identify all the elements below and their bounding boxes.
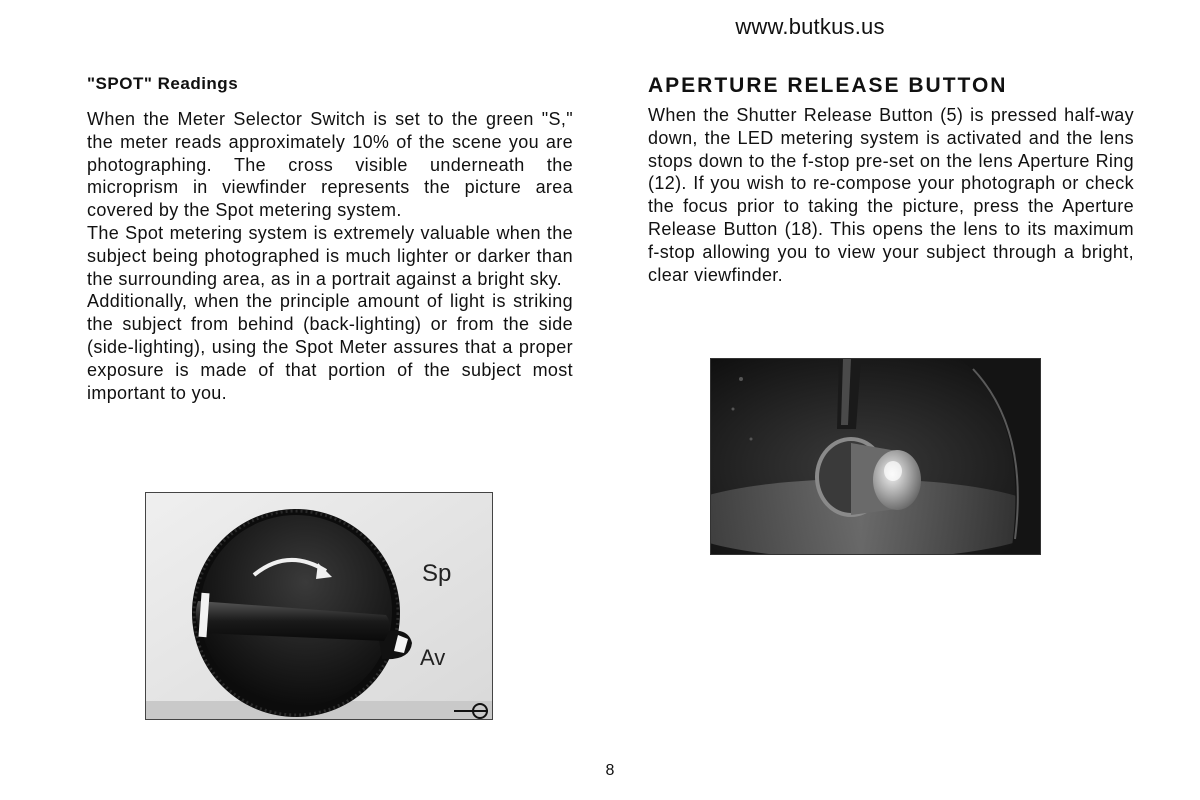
spot-readings-heading: "SPOT" Readings — [87, 74, 239, 93]
aperture-release-button-photo — [710, 358, 1041, 555]
site-url: www.butkus.us — [735, 14, 885, 39]
spot-paragraph-1: When the Meter Selector Switch is set to the green "S," the meter reads approximately 10% of the scene you are photographing. The cross visible underneath the microprism in viewfinder represents the picture area covered by the Spot metering system. — [87, 109, 573, 221]
left-column — [87, 74, 573, 404]
aperture-release-heading: APERTURE RELEASE BUTTON — [648, 74, 1008, 97]
spot-paragraph-2: The Spot metering system is extremely valuable when the subject being photographed is much lighter or darker than the surrounding area, as in a portrait against a bright sky. — [87, 222, 573, 289]
button-illustration — [711, 359, 1040, 554]
dial-label-av: Av — [420, 645, 446, 670]
aperture-paragraph: When the Shutter Release Button (5) is pressed half-way down, the LED metering system is activated and the lens stops down to the f-stop pre-set on the lens Aperture Ring (12). If you wish to re-compose your photograph or check the focus prior to taking the picture, press the Aperture Release Button (18). This opens the lens to its maximum f-stop allowing you to view your subject through a bright, clear viewfinder. — [648, 105, 1134, 285]
dial-label-sp: Sp — [422, 560, 452, 587]
meter-selector-dial-photo — [145, 492, 493, 720]
spot-paragraph-3: Additionally, when the principle amount of light is striking the subject from behind (back-lighting) or from the side (side-lighting), using the Spot Meter assures that a proper exposure is made of that portion of the subject most important to you. — [87, 291, 573, 403]
dial-illustration — [146, 493, 492, 719]
right-column — [648, 74, 1134, 286]
page-number: 8 — [605, 762, 615, 779]
